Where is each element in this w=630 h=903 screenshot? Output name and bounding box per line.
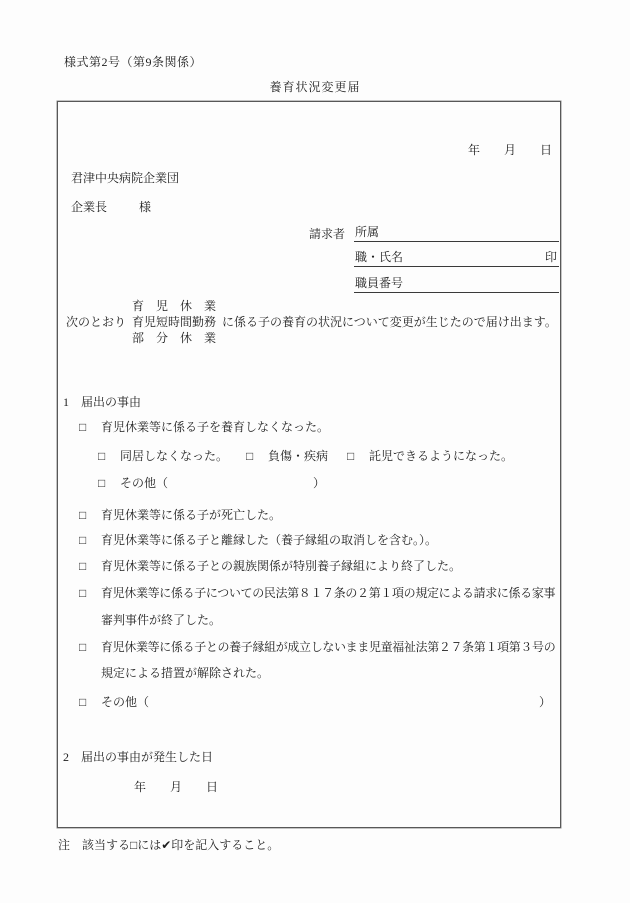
- reason-label-welfare-law-line2: 規定による措置が解除された。: [101, 666, 270, 680]
- reason-item-civil-code: [79, 584, 555, 601]
- reason-label-dissolved: 育児休業等に係る子と離縁した（養子縁組の取消しを含む。）。: [101, 533, 438, 547]
- checkbox-dissolved[interactable]: □: [79, 533, 87, 547]
- reason-item-died: [79, 506, 281, 523]
- sub-other-close-paren: ）: [313, 476, 326, 490]
- statement-option-partial-leave: 部 分 休 業: [132, 331, 217, 345]
- page-title: 養育状況変更届: [269, 80, 361, 94]
- reason-item-kinship-end: [79, 557, 461, 574]
- name-field[interactable]: [354, 247, 559, 267]
- reason-label-civil-code-line1: 育児休業等に係る子についての民法第８１７条の２第１項の規定による請求に係る家事: [101, 586, 556, 600]
- sub-item-daycare: [347, 447, 513, 464]
- reason-label-welfare-law-line1: 育児休業等に係る子との養子縁組が成立しないまま児童福祉法第２７条第１項第３号の: [101, 640, 556, 654]
- name-label: 職・氏名: [355, 250, 404, 264]
- reason-item-welfare-law: [79, 638, 555, 655]
- addressee-title: 企業長: [71, 200, 108, 214]
- reason-label-civil-code-line2: 審判事件が終了した。: [101, 613, 222, 627]
- checkbox-other[interactable]: □: [79, 695, 87, 709]
- checkbox-not-raising[interactable]: □: [79, 420, 87, 434]
- statement-option-short-time-work: 育児短時間勤務: [132, 315, 217, 329]
- sub-label-other: その他（: [120, 476, 169, 490]
- section1-heading: 1 届出の事由: [63, 395, 142, 409]
- employee-no-field[interactable]: [354, 273, 559, 293]
- reason-subrow-other: [98, 474, 553, 490]
- statement-option-childcare-leave: 育 児 休 業: [132, 299, 217, 313]
- checkbox-welfare-law[interactable]: □: [79, 640, 86, 654]
- reason-label-other: その他（: [101, 695, 150, 709]
- statement-options: [132, 298, 216, 346]
- reason-label-kinship-end: 育児休業等に係る子との親族関係が特別養子縁組により終了した。: [101, 559, 462, 573]
- checkbox-kinship-end[interactable]: □: [79, 559, 87, 573]
- sub-label-injury-illness: 負傷・疾病: [268, 449, 329, 463]
- affiliation-label: 所属: [355, 225, 380, 239]
- statement-suffix: に係る子の養育の状況について変更が生じたので届け出ます。: [222, 315, 557, 329]
- employee-no-label: 職員番号: [355, 276, 404, 290]
- form-code: 様式第2号（第9条関係）: [64, 55, 203, 69]
- checkbox-died[interactable]: □: [79, 508, 87, 522]
- reason-subrow-details: [98, 447, 553, 463]
- sub-item-injury-illness: [246, 447, 328, 464]
- reason-label-died: 育児休業等に係る子が死亡した。: [101, 508, 282, 522]
- section2-heading: 2 届出の事由が発生した日: [63, 750, 214, 764]
- date-line-top[interactable]: 年 月 日: [467, 143, 552, 157]
- addressee-org: 君津中央病院企業団: [71, 171, 180, 185]
- statement-prefix: 次のとおり: [66, 315, 127, 329]
- reason-item-other: [79, 693, 551, 710]
- form-box: [57, 101, 561, 828]
- checkbox-sub-other[interactable]: □: [98, 476, 106, 490]
- affiliation-field[interactable]: [354, 222, 559, 242]
- statement: [66, 298, 557, 346]
- sub-item-no-cohabit: [98, 447, 228, 464]
- checkbox-civil-code[interactable]: □: [79, 586, 86, 600]
- checkbox-no-cohabit[interactable]: □: [98, 449, 106, 463]
- addressee-line: [71, 198, 151, 215]
- date-line-occurred[interactable]: 年 月 日: [134, 780, 219, 794]
- reason-label-not-raising: 育児休業等に係る子を養育しなくなった。: [101, 420, 330, 434]
- addressee-honorific: 様: [139, 200, 152, 214]
- footnote: 注 該当する□には✔印を記入すること。: [58, 838, 280, 852]
- checkbox-injury-illness[interactable]: □: [246, 449, 254, 463]
- sub-label-daycare: 託児できるようになった。: [369, 449, 514, 463]
- seal-label: 印: [544, 250, 557, 264]
- checkbox-daycare[interactable]: □: [347, 449, 355, 463]
- reason-item-dissolved: [79, 531, 437, 548]
- requester-label: 請求者: [309, 227, 346, 241]
- other-close-paren: ）: [539, 695, 552, 709]
- sub-label-no-cohabit: 同居しなくなった。: [120, 449, 229, 463]
- reason-item-not-raising: [79, 418, 329, 435]
